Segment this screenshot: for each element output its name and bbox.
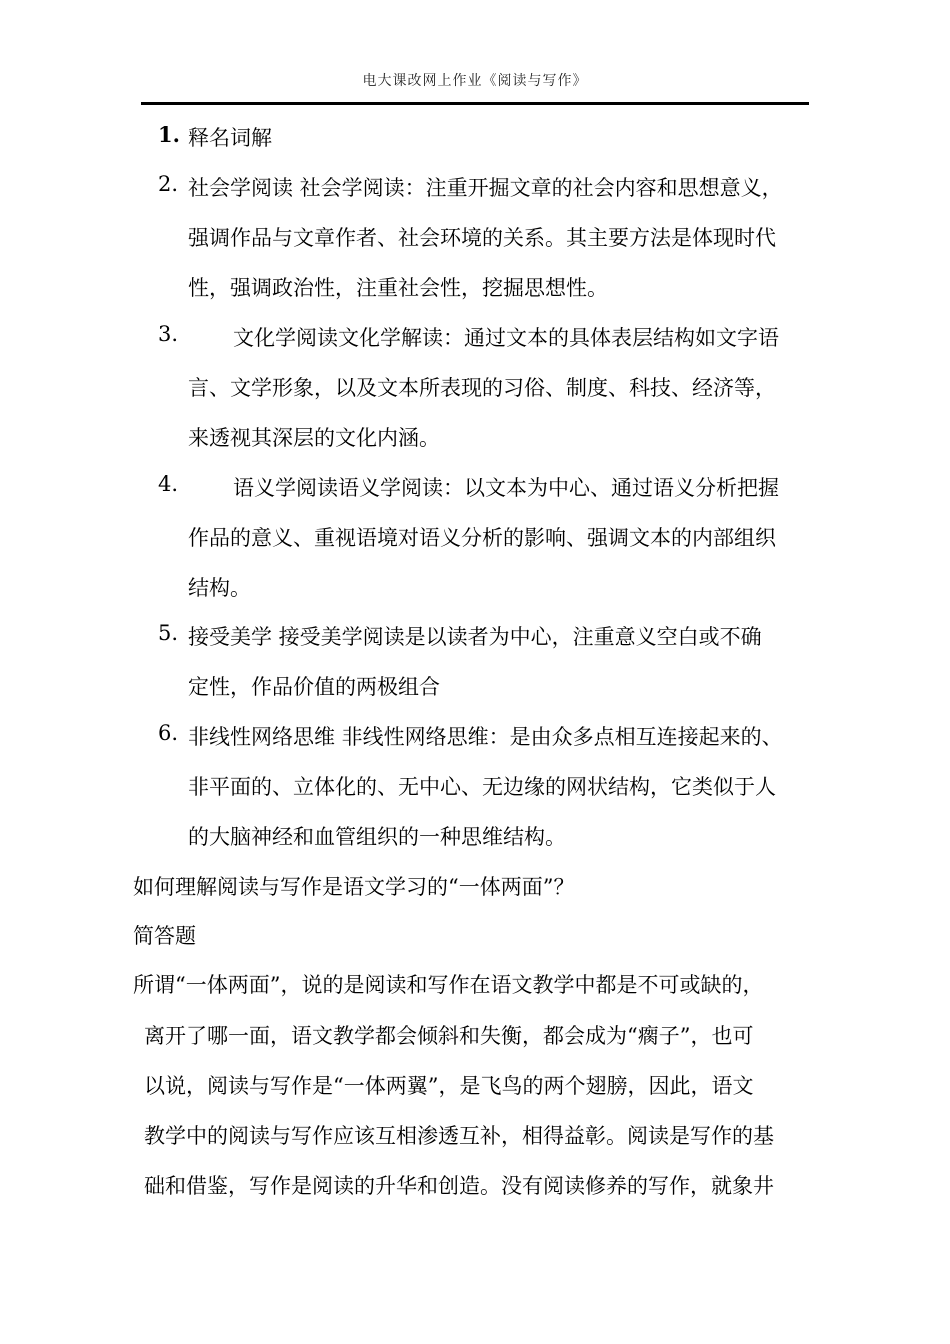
item-text: 结构。 (188, 576, 251, 600)
answer-line: 离开了哪一面，语文教学都会倾斜和失衡，都会成为“瘸子”，也可 (144, 1024, 754, 1048)
item-text: 的大脑神经和血管组织的一种思维结构。 (188, 825, 566, 849)
item-text: 性，强调政治性，注重社会性，挖掘思想性。 (188, 276, 608, 300)
item-text: 释名词解 (188, 126, 272, 150)
item-text: 言、文学形象，以及文本所表现的习俗、制度、科技、经济等， (188, 376, 776, 400)
item-text: 文化学阅读文化学解读：通过文本的具体表层结构如文字语 (233, 326, 779, 350)
question-text: 如何理解阅读与写作是语文学习的“一体两面”？ (133, 875, 575, 899)
item-number: 1. (158, 122, 180, 147)
answer-line: 础和借鉴，写作是阅读的升华和创造。没有阅读修养的写作，就象井 (144, 1174, 774, 1198)
section-label: 简答题 (133, 924, 196, 948)
item-text: 语义学阅读语义学阅读：以文本为中心、通过语义分析把握 (233, 476, 779, 500)
answer-line: 以说，阅读与写作是“一体两翼”，是飞鸟的两个翅膀，因此，语文 (144, 1074, 754, 1098)
item-number: 6. (158, 721, 179, 745)
answer-line: 教学中的阅读与写作应该互相渗透互补，相得益彰。阅读是写作的基 (144, 1124, 774, 1148)
item-number: 2. (158, 172, 179, 196)
item-text: 定性，作品价值的两极组合 (188, 675, 440, 699)
page-header: 电大课改网上作业《阅读与写作》 (362, 73, 588, 89)
item-number: 4. (158, 472, 179, 496)
item-text: 接受美学 接受美学阅读是以读者为中心，注重意义空白或不确 (188, 625, 762, 649)
header-rule (141, 102, 809, 105)
item-text: 强调作品与文章作者、社会环境的关系。其主要方法是体现时代 (188, 226, 776, 250)
item-text: 作品的意义、重视语境对语义分析的影响、强调文本的内部组织 (188, 526, 776, 550)
item-text: 来透视其深层的文化内涵。 (188, 426, 440, 450)
answer-first-line: 所谓“一体两面”，说的是阅读和写作在语文教学中都是不可或缺的， (133, 973, 764, 997)
item-text: 社会学阅读 社会学阅读：注重开掘文章的社会内容和思想意义， (188, 176, 783, 200)
item-number: 5. (158, 621, 179, 645)
item-text: 非平面的、立体化的、无中心、无边缘的网状结构，它类似于人 (188, 775, 776, 799)
item-number: 3. (158, 322, 179, 346)
item-text: 非线性网络思维 非线性网络思维：是由众多点相互连接起来的、 (188, 725, 783, 749)
